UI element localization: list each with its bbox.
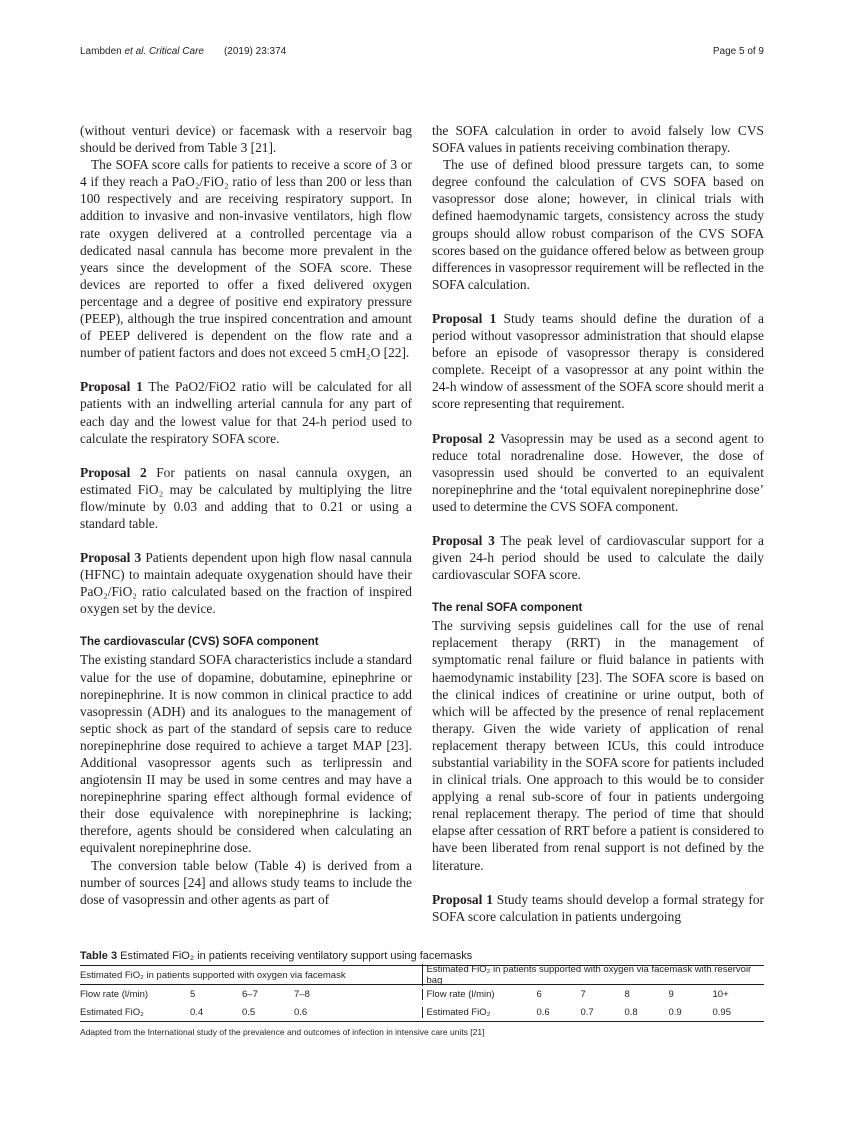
- table-cell: 6: [536, 988, 542, 1000]
- table-title: Estimated FiO₂ in patients receiving ventilatory support using facemasks: [117, 950, 473, 962]
- proposal: [80, 464, 412, 532]
- proposal: [80, 549, 412, 617]
- proposal: [80, 378, 412, 446]
- table-caption: [80, 948, 764, 965]
- table-cell: 0.5: [242, 1006, 256, 1018]
- proposal-text: The PaO2/FiO2 ratio will be calculated for all patients with an indwelling arterial cannula for any part of each day and the lowest value for that 24-h period used to calculate the respiratory SOFA score.: [80, 379, 412, 446]
- header-authors: Lambden: [80, 46, 125, 57]
- table-group-header-row: [80, 966, 764, 984]
- page-number: Page 5 of 9: [712, 46, 764, 57]
- running-header: [80, 46, 286, 57]
- proposal-label: Proposal 3: [432, 532, 495, 548]
- proposal-label: Proposal 3: [80, 550, 142, 566]
- paragraph: The SOFA score calls for patients to receive a score of 3 or 4 if they reach a PaO₂/FiO₂ ratio of less than 200 or less than 100 respectively and are receiving respiratory support. In addition to invasive and non-invasive ventilators, high flow rate oxygen delivered at a controlled percentage via a dedicated nasal cannula has become more prevalent in the years since the development of the SOFA score. These devices are reported to offer a fixed delivered oxygen percentage and a degree of positive end expiratory pressure (PEEP), although the true inspired concentration and amount of PEEP delivered is dependent on the flow rate and a number of patient factors and does not exceed 5 cmH₂O [22].: [80, 157, 412, 361]
- row-label: Flow rate (l/min): [426, 988, 495, 1000]
- table-label: Table 3: [80, 950, 118, 962]
- section-heading-cvs: The cardiovascular (CVS) SOFA component: [80, 636, 319, 649]
- row-label: Flow rate (l/min): [80, 988, 149, 1000]
- table-cell: 0.7: [580, 1006, 594, 1018]
- proposal: [432, 430, 764, 515]
- table-cell: 0.6: [294, 1006, 308, 1018]
- proposal-text: Study teams should develop a formal strategy for SOFA score calculation in patients undergoing: [432, 891, 764, 924]
- proposal-label: Proposal 2: [432, 430, 495, 446]
- proposal-label: Proposal 1: [80, 379, 143, 395]
- paragraph: The existing standard SOFA characteristics include a standard value for the use of dopamine, dobutamine, epinephrine or norepinephrine. It is now common in clinical practice to add vasopressin (ADH) and its analogues to the management of septic shock as part of the standard of sepsis care to reduce norepinephrine dose required to achieve a target MAP [23]. Additional vasopressor agents such as terlipressin and angiotensin II may be used in some centres and may have a norepinephrine sparing effect although formal evidence of their dose equivalence with norepinephrine is lacking; therefore, agents should be considered when calculating an equivalent norepinephrine dose.: [80, 652, 412, 856]
- table-cell: 0.8: [624, 1006, 638, 1018]
- table-cell: 7–8: [294, 988, 310, 1000]
- header-journal: Critical Care: [146, 46, 204, 57]
- table-cell: 10+: [712, 988, 729, 1000]
- table-row-flow: [80, 985, 764, 1003]
- proposal-text: The peak level of cardiovascular support for a given 24-h period should be used to calculate the daily cardiovascular SOFA score.: [432, 532, 764, 583]
- paragraph: (without venturi device) or facemask with a reservoir bag should be derived from Table 3 [21].: [80, 123, 412, 156]
- table-cell: 0.4: [190, 1006, 204, 1018]
- group-header-facemask: Estimated FiO₂ in patients supported with oxygen via facemask: [80, 969, 346, 981]
- header-etal: et al.: [124, 46, 147, 57]
- row-label: Estimated FiO₂: [80, 1006, 144, 1018]
- proposal-text: Vasopressin may be used as a second agent to reduce total noradrenaline dose. However, the dose of vasopressin used should be converted to an equivalent norepinephrine and the ‘total equivalent norepinephrine dose’ used to determine the CVS SOFA component.: [432, 430, 765, 514]
- proposal-label: Proposal 1: [432, 310, 497, 326]
- table-3: [80, 948, 764, 1039]
- proposal-text: For patients on nasal cannula oxygen, an estimated FiO₂ may be calculated by multiplying the litre flow/minute by 0.03 and adding that to 0.21 or using a standard table.: [80, 464, 412, 531]
- table-cell: 6–7: [242, 988, 258, 1000]
- proposal-text: Patients dependent upon high flow nasal cannula (HFNC) to maintain adequate oxygenation should have their PaO₂/FiO₂ ratio calculated based on the fraction of inspired oxygen set by the device.: [80, 550, 412, 617]
- table-cell: 7: [580, 988, 586, 1000]
- right-column: [432, 122, 764, 925]
- proposal: [432, 310, 764, 413]
- proposal: [432, 891, 764, 925]
- paragraph: The surviving sepsis guidelines call for the use of renal replacement therapy (RRT) in the management of symptomatic renal failure or fluid balance in patients with haemodynamic instability [23]. The SOFA score is based on the clinical indices of creatinine or urine output, both of which will be affected by the presence of renal replacement therapy. Given the wide variety of application of renal replacement therapy between ICUs, this could introduce substantial variability in the SOFA score for patients included in clinical trials. One approach to this would be to consider applying a renal sub-score of four in patients undergoing renal replacement therapy. The period of time that should elapse after cessation of RRT before a patient is considered to have been liberated from renal support is not defined by the literature.: [432, 618, 764, 873]
- row-label: Estimated FiO₂: [426, 1006, 491, 1018]
- table-cell: 5: [190, 988, 196, 1000]
- proposal: [432, 532, 764, 583]
- paragraph: the SOFA calculation in order to avoid falsely low CVS SOFA values in patients receiving combination therapy.: [432, 123, 764, 156]
- header-year-volume: (2019) 23:374: [223, 46, 287, 57]
- table-footnote: Adapted from the International study of the prevalence and outcomes of infection in intensive care units [21]: [80, 1027, 485, 1037]
- table-cell: 0.6: [536, 1006, 550, 1018]
- group-header-reservoir: Estimated FiO₂ in patients supported with oxygen via facemask with reservoir bag: [426, 964, 752, 986]
- table-cell: 0.95: [712, 1006, 731, 1018]
- table-cell: 9: [668, 988, 674, 1000]
- left-column: [80, 122, 412, 908]
- table-cell: 8: [624, 988, 630, 1000]
- proposal-label: Proposal 2: [80, 464, 147, 480]
- table-cell: 0.9: [668, 1006, 682, 1018]
- proposal-text: Study teams should define the duration of a period without vasopressor administration that should elapse before an episode of vasopressor therapy is considered complete. Receipt of a vasopressor at any point within the 24-h window of assessment of the SOFA score should merit a score representing that requirement.: [432, 310, 764, 412]
- paragraph: The use of defined blood pressure targets can, to some degree confound the calculation of CVS SOFA based on vasopressor dose alone; however, in clinical trials with defined haemodynamic targets, consistency across the study groups should allow robust comparison of the CVS SOFA scores based on the guidance offered below as between group differences in vasopressor requirement will be reflected in the SOFA calculation.: [432, 157, 764, 292]
- section-heading-renal: The renal SOFA component: [432, 602, 583, 615]
- table-row-fio2: [80, 1003, 764, 1021]
- proposal-label: Proposal 1: [432, 891, 493, 907]
- paragraph: The conversion table below (Table 4) is derived from a number of sources [24] and allows study teams to include the dose of vasopressin and other agents as part of: [80, 857, 412, 907]
